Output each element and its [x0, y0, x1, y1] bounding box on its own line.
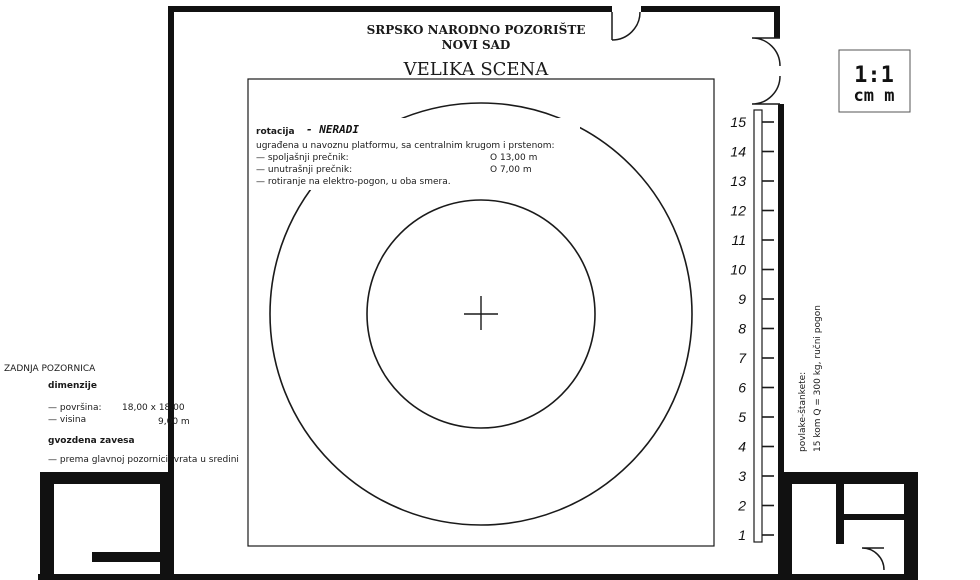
rotation-outer-label: — spoljašnji prečnik:: [256, 153, 349, 163]
rotation-inner-value: O 7,00 m: [490, 165, 532, 175]
batten-number: 14: [730, 143, 746, 160]
top-wall-left: [168, 6, 612, 12]
rotation-label: rotacija: [256, 127, 295, 137]
right-door-arc-lower: [752, 76, 780, 104]
batten-number: 2: [738, 497, 746, 514]
batten-number: 11: [731, 232, 746, 248]
right-room-wall-mid: [836, 484, 844, 544]
batten-number: 7: [738, 350, 746, 366]
rotation-drive: — rotiranje na elektro-pogon, u oba smera.: [256, 177, 451, 187]
batten-number: 4: [738, 438, 746, 455]
batten-number: 15: [730, 114, 746, 130]
top-wall-right: [641, 6, 780, 12]
right-room-wall-right: [904, 472, 918, 580]
batten-number: 8: [738, 320, 746, 337]
batten-number: 13: [730, 173, 746, 189]
right-room-wall-top: [778, 472, 918, 484]
top-door-arc: [612, 12, 640, 40]
right-room-partition: [844, 514, 904, 520]
backstage-area-label: — površina:: [48, 403, 102, 413]
batten-number: 10: [730, 261, 746, 278]
batten-number: 3: [738, 468, 746, 484]
backstage-height-value: 9,00 m: [158, 417, 190, 427]
rotation-intro: ugrađena u navoznu platformu, sa centralnim krugom i prstenom:: [256, 141, 555, 151]
right-room-wall-left: [778, 472, 792, 580]
theater-name: SRPSKO NARODNO POZORIŠTE: [366, 23, 586, 37]
right-door-arc-upper: [752, 38, 780, 66]
scale-ratio: 1:1: [854, 63, 894, 88]
batten-rail: [754, 110, 762, 542]
batten-marks: [730, 114, 774, 543]
battens-label-line1: povlake-štankete:: [798, 371, 808, 452]
batten-number: 5: [738, 409, 746, 425]
batten-number: 12: [730, 202, 746, 219]
left-room-wall-right: [160, 472, 174, 580]
right-wall-middle: [778, 104, 784, 478]
right-room-door-arc: [862, 548, 884, 570]
batten-number: 6: [738, 379, 746, 396]
backstage-dim-heading: dimenzije: [48, 381, 97, 391]
left-room-wall-left: [40, 472, 54, 580]
rotation-inner-label: — unutrašnji prečnik:: [256, 165, 353, 175]
walls: [38, 6, 918, 580]
backstage-area-value: 18,00 x 18,00: [122, 403, 185, 413]
battens-label-line2: 15 kom Q = 300 kg, ručni pogon: [813, 305, 823, 452]
batten-number: 9: [738, 291, 746, 307]
batten-number: 1: [738, 527, 746, 543]
right-wall-upper: [774, 6, 780, 38]
backstage-curtain-heading: gvozdena zavesa: [48, 436, 135, 446]
left-room-wall-top: [40, 472, 174, 484]
backstage-height-label: — visina: [48, 415, 87, 425]
stage-name: VELIKA SCENA: [403, 59, 549, 80]
left-room-wall-bottom-step: [92, 552, 174, 562]
scale-units: cm m: [853, 86, 895, 106]
backstage-heading: ZADNJA POZORNICA: [4, 364, 96, 374]
rotation-status: - NERADI: [306, 123, 359, 136]
backstage-curtain-text: — prema glavnoj pozornici, vrata u sredini: [48, 455, 239, 465]
center-cross: [464, 296, 498, 330]
city-name: NOVI SAD: [441, 38, 511, 52]
rotation-outer-value: O 13,00 m: [490, 153, 538, 163]
